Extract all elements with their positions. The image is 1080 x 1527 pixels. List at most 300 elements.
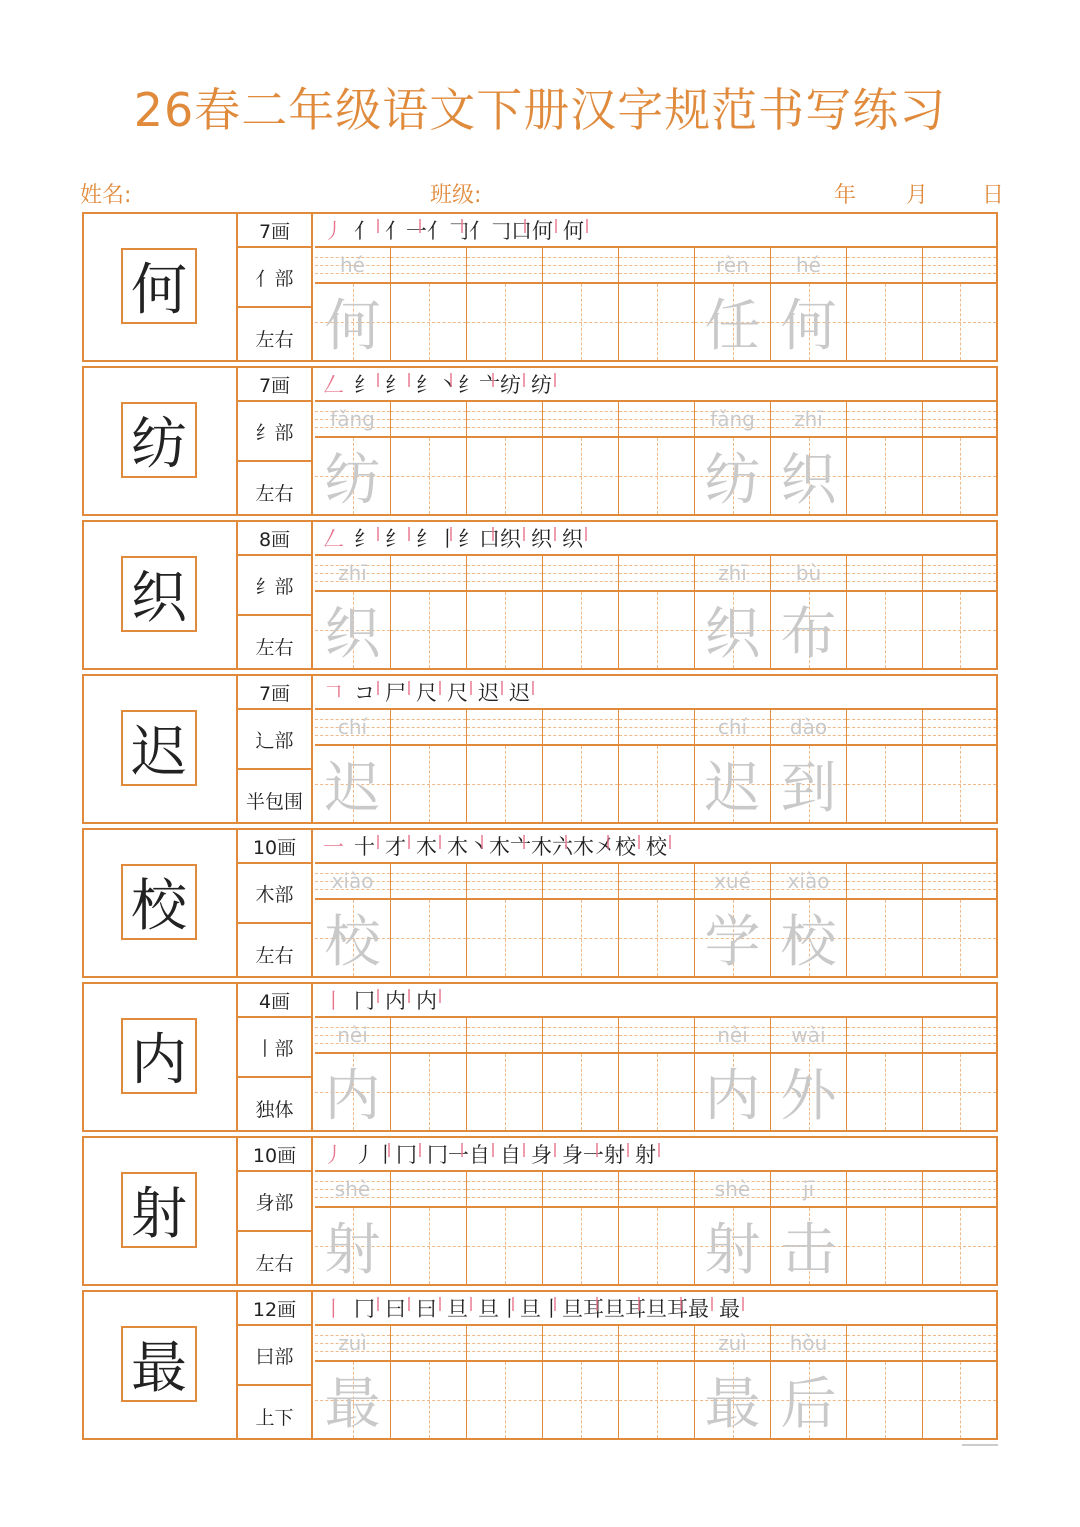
model-char: 最 bbox=[121, 1326, 197, 1402]
tian-grid bbox=[467, 1208, 542, 1284]
stroke-step: 射 bbox=[604, 1139, 635, 1169]
tian-grid bbox=[847, 1362, 922, 1438]
stroke-step: 校 bbox=[646, 831, 677, 861]
stroke-order bbox=[315, 830, 996, 864]
pinyin-text: fǎng bbox=[330, 407, 375, 431]
stroke-step: 木亠 bbox=[489, 831, 531, 861]
char-practice-row bbox=[82, 828, 998, 978]
pinyin-guide bbox=[391, 710, 466, 746]
model-char: 射 bbox=[121, 1172, 197, 1248]
stroke-step: 木六 bbox=[531, 831, 573, 861]
pinyin-guide bbox=[695, 1018, 770, 1054]
tian-grid bbox=[391, 438, 466, 514]
writing-cell[interactable] bbox=[391, 1018, 467, 1130]
tian-grid bbox=[543, 1208, 618, 1284]
writing-cell[interactable] bbox=[923, 556, 996, 668]
stroke-step: 十 bbox=[354, 831, 385, 861]
pinyin-guide bbox=[847, 1326, 922, 1362]
stroke-order bbox=[315, 676, 996, 710]
model-char-cell bbox=[84, 1138, 238, 1284]
writing-cell[interactable] bbox=[923, 710, 996, 822]
stroke-step: 木 bbox=[416, 831, 447, 861]
writing-cell[interactable] bbox=[467, 1018, 543, 1130]
structure: 左右 bbox=[238, 308, 313, 360]
tian-grid bbox=[771, 1054, 846, 1130]
writing-cell[interactable] bbox=[619, 1326, 695, 1438]
writing-cell[interactable] bbox=[391, 864, 467, 976]
stroke-step: 冂 bbox=[354, 985, 385, 1015]
writing-cell[interactable] bbox=[315, 1018, 391, 1130]
tian-grid bbox=[619, 438, 694, 514]
tian-grid bbox=[923, 592, 996, 668]
stroke-step: 自 bbox=[500, 1139, 531, 1169]
tian-grid bbox=[315, 592, 390, 668]
stroke-step: 旦耳 bbox=[646, 1293, 688, 1323]
writing-cell[interactable] bbox=[467, 1326, 543, 1438]
writing-cell[interactable] bbox=[847, 1326, 923, 1438]
writing-cell[interactable] bbox=[923, 864, 996, 976]
year-label: 年 bbox=[834, 183, 857, 208]
model-char-cell bbox=[84, 522, 238, 668]
pinyin-guide bbox=[543, 864, 618, 900]
trace-char: 外 bbox=[780, 1064, 837, 1129]
writing-cell[interactable] bbox=[543, 864, 619, 976]
trace-char: 何 bbox=[780, 294, 837, 359]
writing-cell[interactable] bbox=[543, 1326, 619, 1438]
tian-grid bbox=[543, 1362, 618, 1438]
pinyin-text: chí bbox=[337, 715, 368, 739]
pinyin-guide bbox=[391, 248, 466, 284]
stroke-step: 丿 bbox=[323, 219, 344, 243]
stroke-step: 旦耳 bbox=[604, 1293, 646, 1323]
writing-cell[interactable] bbox=[467, 864, 543, 976]
char-practice-row bbox=[82, 1290, 998, 1440]
pinyin-guide bbox=[771, 402, 846, 438]
stroke-step: 自 bbox=[469, 1139, 500, 1169]
stroke-order bbox=[315, 214, 996, 248]
pinyin-guide bbox=[315, 402, 390, 438]
writing-cell[interactable] bbox=[923, 402, 996, 514]
stroke-step: 校 bbox=[615, 831, 646, 861]
writing-cell[interactable] bbox=[923, 248, 996, 360]
month-label: 月 bbox=[906, 183, 929, 208]
tian-grid bbox=[771, 438, 846, 514]
class-label: 班级: bbox=[430, 183, 482, 208]
pinyin-guide bbox=[467, 248, 542, 284]
stroke-step: 纟 bbox=[385, 523, 416, 553]
stroke-step: 织 bbox=[531, 523, 562, 553]
pinyin-guide bbox=[619, 556, 694, 592]
writing-cell[interactable] bbox=[847, 710, 923, 822]
trace-char: 内 bbox=[704, 1064, 761, 1129]
tian-grid bbox=[847, 592, 922, 668]
structure: 上下 bbox=[238, 1386, 313, 1438]
pinyin-text: zuì bbox=[718, 1331, 747, 1355]
tian-grid bbox=[315, 900, 390, 976]
stroke-count: 4画 bbox=[238, 984, 313, 1018]
stroke-step: 一 bbox=[323, 835, 344, 859]
pinyin-guide bbox=[847, 248, 922, 284]
stroke-step: 内 bbox=[385, 985, 416, 1015]
tian-grid bbox=[391, 284, 466, 360]
pinyin-guide bbox=[315, 248, 390, 284]
pinyin-guide bbox=[467, 864, 542, 900]
writing-cells bbox=[315, 248, 996, 360]
pinyin-guide bbox=[543, 1326, 618, 1362]
stroke-step: 尺 bbox=[447, 677, 478, 707]
trace-char: 织 bbox=[704, 602, 761, 667]
stroke-step: 木㐅 bbox=[573, 831, 615, 861]
pinyin-guide bbox=[467, 402, 542, 438]
writing-cell[interactable] bbox=[315, 710, 391, 822]
writing-cell[interactable] bbox=[847, 402, 923, 514]
pinyin-guide bbox=[543, 402, 618, 438]
tian-grid bbox=[391, 592, 466, 668]
writing-cell[interactable] bbox=[847, 556, 923, 668]
structure: 左右 bbox=[238, 616, 313, 668]
pinyin-text: xué bbox=[714, 869, 751, 893]
trace-char: 后 bbox=[780, 1372, 837, 1437]
tian-grid bbox=[619, 1208, 694, 1284]
stroke-count: 8画 bbox=[238, 522, 313, 556]
structure: 独体 bbox=[238, 1078, 313, 1130]
pinyin-guide bbox=[695, 864, 770, 900]
stroke-step: 亻𠃌口 bbox=[469, 215, 532, 245]
trace-char: 最 bbox=[704, 1372, 761, 1437]
stroke-step: 旦丨 bbox=[478, 1293, 520, 1323]
pinyin-guide bbox=[467, 1018, 542, 1054]
stroke-order bbox=[315, 368, 996, 402]
writing-cells bbox=[315, 864, 996, 976]
model-char: 织 bbox=[121, 556, 197, 632]
pinyin-guide bbox=[391, 1018, 466, 1054]
pinyin-guide bbox=[695, 248, 770, 284]
writing-cell[interactable] bbox=[391, 1172, 467, 1284]
writing-cell[interactable] bbox=[695, 1326, 771, 1438]
writing-cell[interactable] bbox=[619, 402, 695, 514]
stroke-order bbox=[315, 1138, 996, 1172]
stroke-count: 7画 bbox=[238, 676, 313, 710]
trace-char: 到 bbox=[780, 756, 837, 821]
page-title: 26春二年级语文下册汉字规范书写练习 bbox=[133, 83, 947, 137]
tian-grid bbox=[391, 746, 466, 822]
stroke-step: 旦 bbox=[447, 1293, 478, 1323]
pinyin-guide bbox=[619, 1018, 694, 1054]
tian-grid bbox=[315, 284, 390, 360]
structure: 左右 bbox=[238, 462, 313, 514]
pinyin-text: fǎng bbox=[710, 407, 755, 431]
radical: 亻部 bbox=[238, 248, 313, 308]
radical: 丨部 bbox=[238, 1018, 313, 1078]
pinyin-guide bbox=[923, 1172, 996, 1208]
writing-cell[interactable] bbox=[391, 556, 467, 668]
tian-grid bbox=[923, 1362, 996, 1438]
writing-cell[interactable] bbox=[771, 1326, 847, 1438]
stroke-step: 尸 bbox=[385, 677, 416, 707]
stroke-count: 7画 bbox=[238, 368, 313, 402]
trace-char: 织 bbox=[780, 448, 837, 513]
stroke-step: 内 bbox=[416, 985, 447, 1015]
writing-cell[interactable] bbox=[315, 864, 391, 976]
stroke-step: 纟口 bbox=[458, 523, 500, 553]
model-char: 纺 bbox=[121, 402, 197, 478]
writing-cell[interactable] bbox=[923, 1018, 996, 1130]
pinyin-guide bbox=[695, 1326, 770, 1362]
tian-grid bbox=[543, 592, 618, 668]
tian-grid bbox=[847, 1208, 922, 1284]
trace-char: 布 bbox=[780, 602, 837, 667]
stroke-step: 冂 bbox=[396, 1139, 427, 1169]
stroke-step: 旦丨 bbox=[520, 1293, 562, 1323]
writing-cell[interactable] bbox=[391, 1326, 467, 1438]
pinyin-guide bbox=[315, 710, 390, 746]
pinyin-guide bbox=[619, 710, 694, 746]
stroke-step: 纟丨 bbox=[416, 523, 458, 553]
writing-cell[interactable] bbox=[695, 1018, 771, 1130]
writing-cell[interactable] bbox=[391, 248, 467, 360]
writing-cell[interactable] bbox=[543, 402, 619, 514]
tian-grid bbox=[695, 1054, 770, 1130]
stroke-step: 迟 bbox=[509, 677, 540, 707]
stroke-step: 旦耳 bbox=[562, 1293, 604, 1323]
pinyin-text: hòu bbox=[789, 1331, 828, 1355]
radical: 身部 bbox=[238, 1172, 313, 1232]
structure: 左右 bbox=[238, 924, 313, 976]
pinyin-text: nèi bbox=[337, 1023, 368, 1047]
writing-cell[interactable] bbox=[391, 402, 467, 514]
tian-grid bbox=[467, 592, 542, 668]
tian-grid bbox=[923, 438, 996, 514]
tian-grid bbox=[847, 284, 922, 360]
tian-grid bbox=[619, 284, 694, 360]
stroke-step: 冂 bbox=[354, 1293, 385, 1323]
writing-cell[interactable] bbox=[543, 556, 619, 668]
pinyin-guide bbox=[847, 1172, 922, 1208]
writing-cells bbox=[315, 710, 996, 822]
model-char: 何 bbox=[121, 248, 197, 324]
tian-grid bbox=[923, 284, 996, 360]
pinyin-guide bbox=[619, 1326, 694, 1362]
writing-cell[interactable] bbox=[467, 402, 543, 514]
char-practice-row bbox=[82, 520, 998, 670]
model-char-cell bbox=[84, 984, 238, 1130]
writing-cell[interactable] bbox=[619, 710, 695, 822]
stroke-count: 12画 bbox=[238, 1292, 313, 1326]
pinyin-guide bbox=[923, 710, 996, 746]
model-char-cell bbox=[84, 214, 238, 360]
pinyin-text: zhī bbox=[794, 407, 823, 431]
pinyin-text: shè bbox=[714, 1177, 751, 1201]
pinyin-text: hé bbox=[796, 253, 821, 277]
stroke-step: 𠃍 bbox=[323, 681, 344, 705]
writing-cell[interactable] bbox=[467, 556, 543, 668]
tian-grid bbox=[391, 900, 466, 976]
writing-cell[interactable] bbox=[771, 864, 847, 976]
trace-char: 射 bbox=[704, 1218, 761, 1283]
page-footer-line bbox=[962, 1444, 998, 1446]
writing-cell[interactable] bbox=[619, 248, 695, 360]
stroke-step: 纺 bbox=[531, 369, 562, 399]
tian-grid bbox=[315, 1054, 390, 1130]
writing-cells bbox=[315, 1018, 996, 1130]
trace-char: 校 bbox=[780, 910, 837, 975]
pinyin-guide bbox=[543, 556, 618, 592]
pinyin-guide bbox=[771, 248, 846, 284]
tian-grid bbox=[315, 1208, 390, 1284]
trace-char: 何 bbox=[324, 294, 381, 359]
writing-cell[interactable] bbox=[771, 402, 847, 514]
tian-grid bbox=[847, 746, 922, 822]
pinyin-guide bbox=[543, 1172, 618, 1208]
writing-cell[interactable] bbox=[771, 710, 847, 822]
char-practice-row bbox=[82, 982, 998, 1132]
pinyin-guide bbox=[315, 1326, 390, 1362]
pinyin-text: jī bbox=[802, 1177, 815, 1201]
stroke-step: 迟 bbox=[478, 677, 509, 707]
trace-char: 纺 bbox=[704, 448, 761, 513]
tian-grid bbox=[695, 900, 770, 976]
pinyin-guide bbox=[847, 556, 922, 592]
pinyin-guide bbox=[695, 710, 770, 746]
tian-grid bbox=[391, 1054, 466, 1130]
trace-char: 任 bbox=[704, 294, 761, 359]
writing-cell[interactable] bbox=[543, 1172, 619, 1284]
writing-cell[interactable] bbox=[315, 1326, 391, 1438]
pinyin-text: xiào bbox=[787, 869, 830, 893]
stroke-step: 何 bbox=[563, 215, 594, 245]
writing-cell[interactable] bbox=[923, 1172, 996, 1284]
day-label: 日 bbox=[982, 183, 1005, 208]
writing-cell[interactable] bbox=[315, 402, 391, 514]
trace-char: 学 bbox=[704, 910, 761, 975]
pinyin-guide bbox=[467, 1326, 542, 1362]
tian-grid bbox=[771, 1362, 846, 1438]
tian-grid bbox=[543, 900, 618, 976]
stroke-step: 冂一 bbox=[427, 1139, 469, 1169]
pinyin-text: xiào bbox=[331, 869, 374, 893]
writing-cell[interactable] bbox=[695, 248, 771, 360]
pinyin-text: shè bbox=[334, 1177, 371, 1201]
tian-grid bbox=[695, 592, 770, 668]
model-char-cell bbox=[84, 830, 238, 976]
char-practice-row bbox=[82, 366, 998, 516]
model-char: 校 bbox=[121, 864, 197, 940]
stroke-step: 木丶 bbox=[447, 831, 489, 861]
writing-cell[interactable] bbox=[619, 1018, 695, 1130]
pinyin-guide bbox=[619, 402, 694, 438]
writing-cell[interactable] bbox=[771, 1172, 847, 1284]
pinyin-text: bù bbox=[795, 561, 822, 585]
writing-cell[interactable] bbox=[847, 1172, 923, 1284]
trace-char: 纺 bbox=[324, 448, 381, 513]
model-char: 迟 bbox=[121, 710, 197, 786]
pinyin-guide bbox=[315, 1018, 390, 1054]
pinyin-guide bbox=[847, 1018, 922, 1054]
writing-cell[interactable] bbox=[695, 864, 771, 976]
writing-cell[interactable] bbox=[315, 248, 391, 360]
stroke-step: 织 bbox=[562, 523, 593, 553]
tian-grid bbox=[619, 900, 694, 976]
writing-cell[interactable] bbox=[467, 1172, 543, 1284]
writing-cell[interactable] bbox=[695, 402, 771, 514]
pinyin-guide bbox=[771, 1172, 846, 1208]
tian-grid bbox=[543, 746, 618, 822]
writing-cell[interactable] bbox=[315, 1172, 391, 1284]
trace-char: 校 bbox=[324, 910, 381, 975]
writing-cell[interactable] bbox=[847, 248, 923, 360]
stroke-count: 10画 bbox=[238, 1138, 313, 1172]
pinyin-guide bbox=[923, 864, 996, 900]
stroke-step: 曰 bbox=[416, 1293, 447, 1323]
tian-grid bbox=[695, 746, 770, 822]
writing-cell[interactable] bbox=[695, 710, 771, 822]
stroke-step: 亻一 bbox=[385, 215, 427, 245]
pinyin-guide bbox=[923, 556, 996, 592]
tian-grid bbox=[619, 1054, 694, 1130]
tian-grid bbox=[391, 1362, 466, 1438]
char-practice-row bbox=[82, 1136, 998, 1286]
tian-grid bbox=[543, 1054, 618, 1130]
tian-grid bbox=[771, 592, 846, 668]
writing-cell[interactable] bbox=[771, 248, 847, 360]
stroke-step: 最 bbox=[719, 1293, 750, 1323]
tian-grid bbox=[467, 746, 542, 822]
pinyin-guide bbox=[695, 402, 770, 438]
trace-char: 迟 bbox=[704, 756, 761, 821]
writing-cell[interactable] bbox=[619, 556, 695, 668]
pinyin-guide bbox=[391, 1172, 466, 1208]
writing-cell[interactable] bbox=[695, 556, 771, 668]
writing-cell[interactable] bbox=[847, 864, 923, 976]
stroke-step: 纟丶 bbox=[416, 369, 458, 399]
pinyin-guide bbox=[771, 556, 846, 592]
writing-cell[interactable] bbox=[543, 710, 619, 822]
stroke-step: 织 bbox=[500, 523, 531, 553]
trace-char: 织 bbox=[324, 602, 381, 667]
writing-cell[interactable] bbox=[695, 1172, 771, 1284]
writing-cell[interactable] bbox=[467, 248, 543, 360]
pinyin-text: wài bbox=[791, 1023, 826, 1047]
writing-cells bbox=[315, 1326, 996, 1438]
writing-cell[interactable] bbox=[619, 864, 695, 976]
tian-grid bbox=[923, 1054, 996, 1130]
writing-cell[interactable] bbox=[315, 556, 391, 668]
structure: 半包围 bbox=[238, 770, 313, 822]
pinyin-guide bbox=[923, 402, 996, 438]
writing-cell[interactable] bbox=[543, 1018, 619, 1130]
radical: 纟部 bbox=[238, 556, 313, 616]
stroke-step: 丨 bbox=[323, 989, 344, 1013]
tian-grid bbox=[467, 1054, 542, 1130]
writing-cell[interactable] bbox=[847, 1018, 923, 1130]
pinyin-guide bbox=[391, 402, 466, 438]
writing-cell[interactable] bbox=[771, 556, 847, 668]
writing-cell[interactable] bbox=[771, 1018, 847, 1130]
writing-cell[interactable] bbox=[923, 1326, 996, 1438]
writing-cell[interactable] bbox=[467, 710, 543, 822]
stroke-count: 7画 bbox=[238, 214, 313, 248]
model-char-cell bbox=[84, 1292, 238, 1438]
radical: 辶部 bbox=[238, 710, 313, 770]
tian-grid bbox=[543, 438, 618, 514]
pinyin-text: rèn bbox=[716, 253, 749, 277]
pinyin-text: dào bbox=[789, 715, 828, 739]
writing-cell[interactable] bbox=[619, 1172, 695, 1284]
writing-cell[interactable] bbox=[391, 710, 467, 822]
stroke-step: 尺 bbox=[416, 677, 447, 707]
tian-grid bbox=[467, 1362, 542, 1438]
writing-cell[interactable] bbox=[543, 248, 619, 360]
